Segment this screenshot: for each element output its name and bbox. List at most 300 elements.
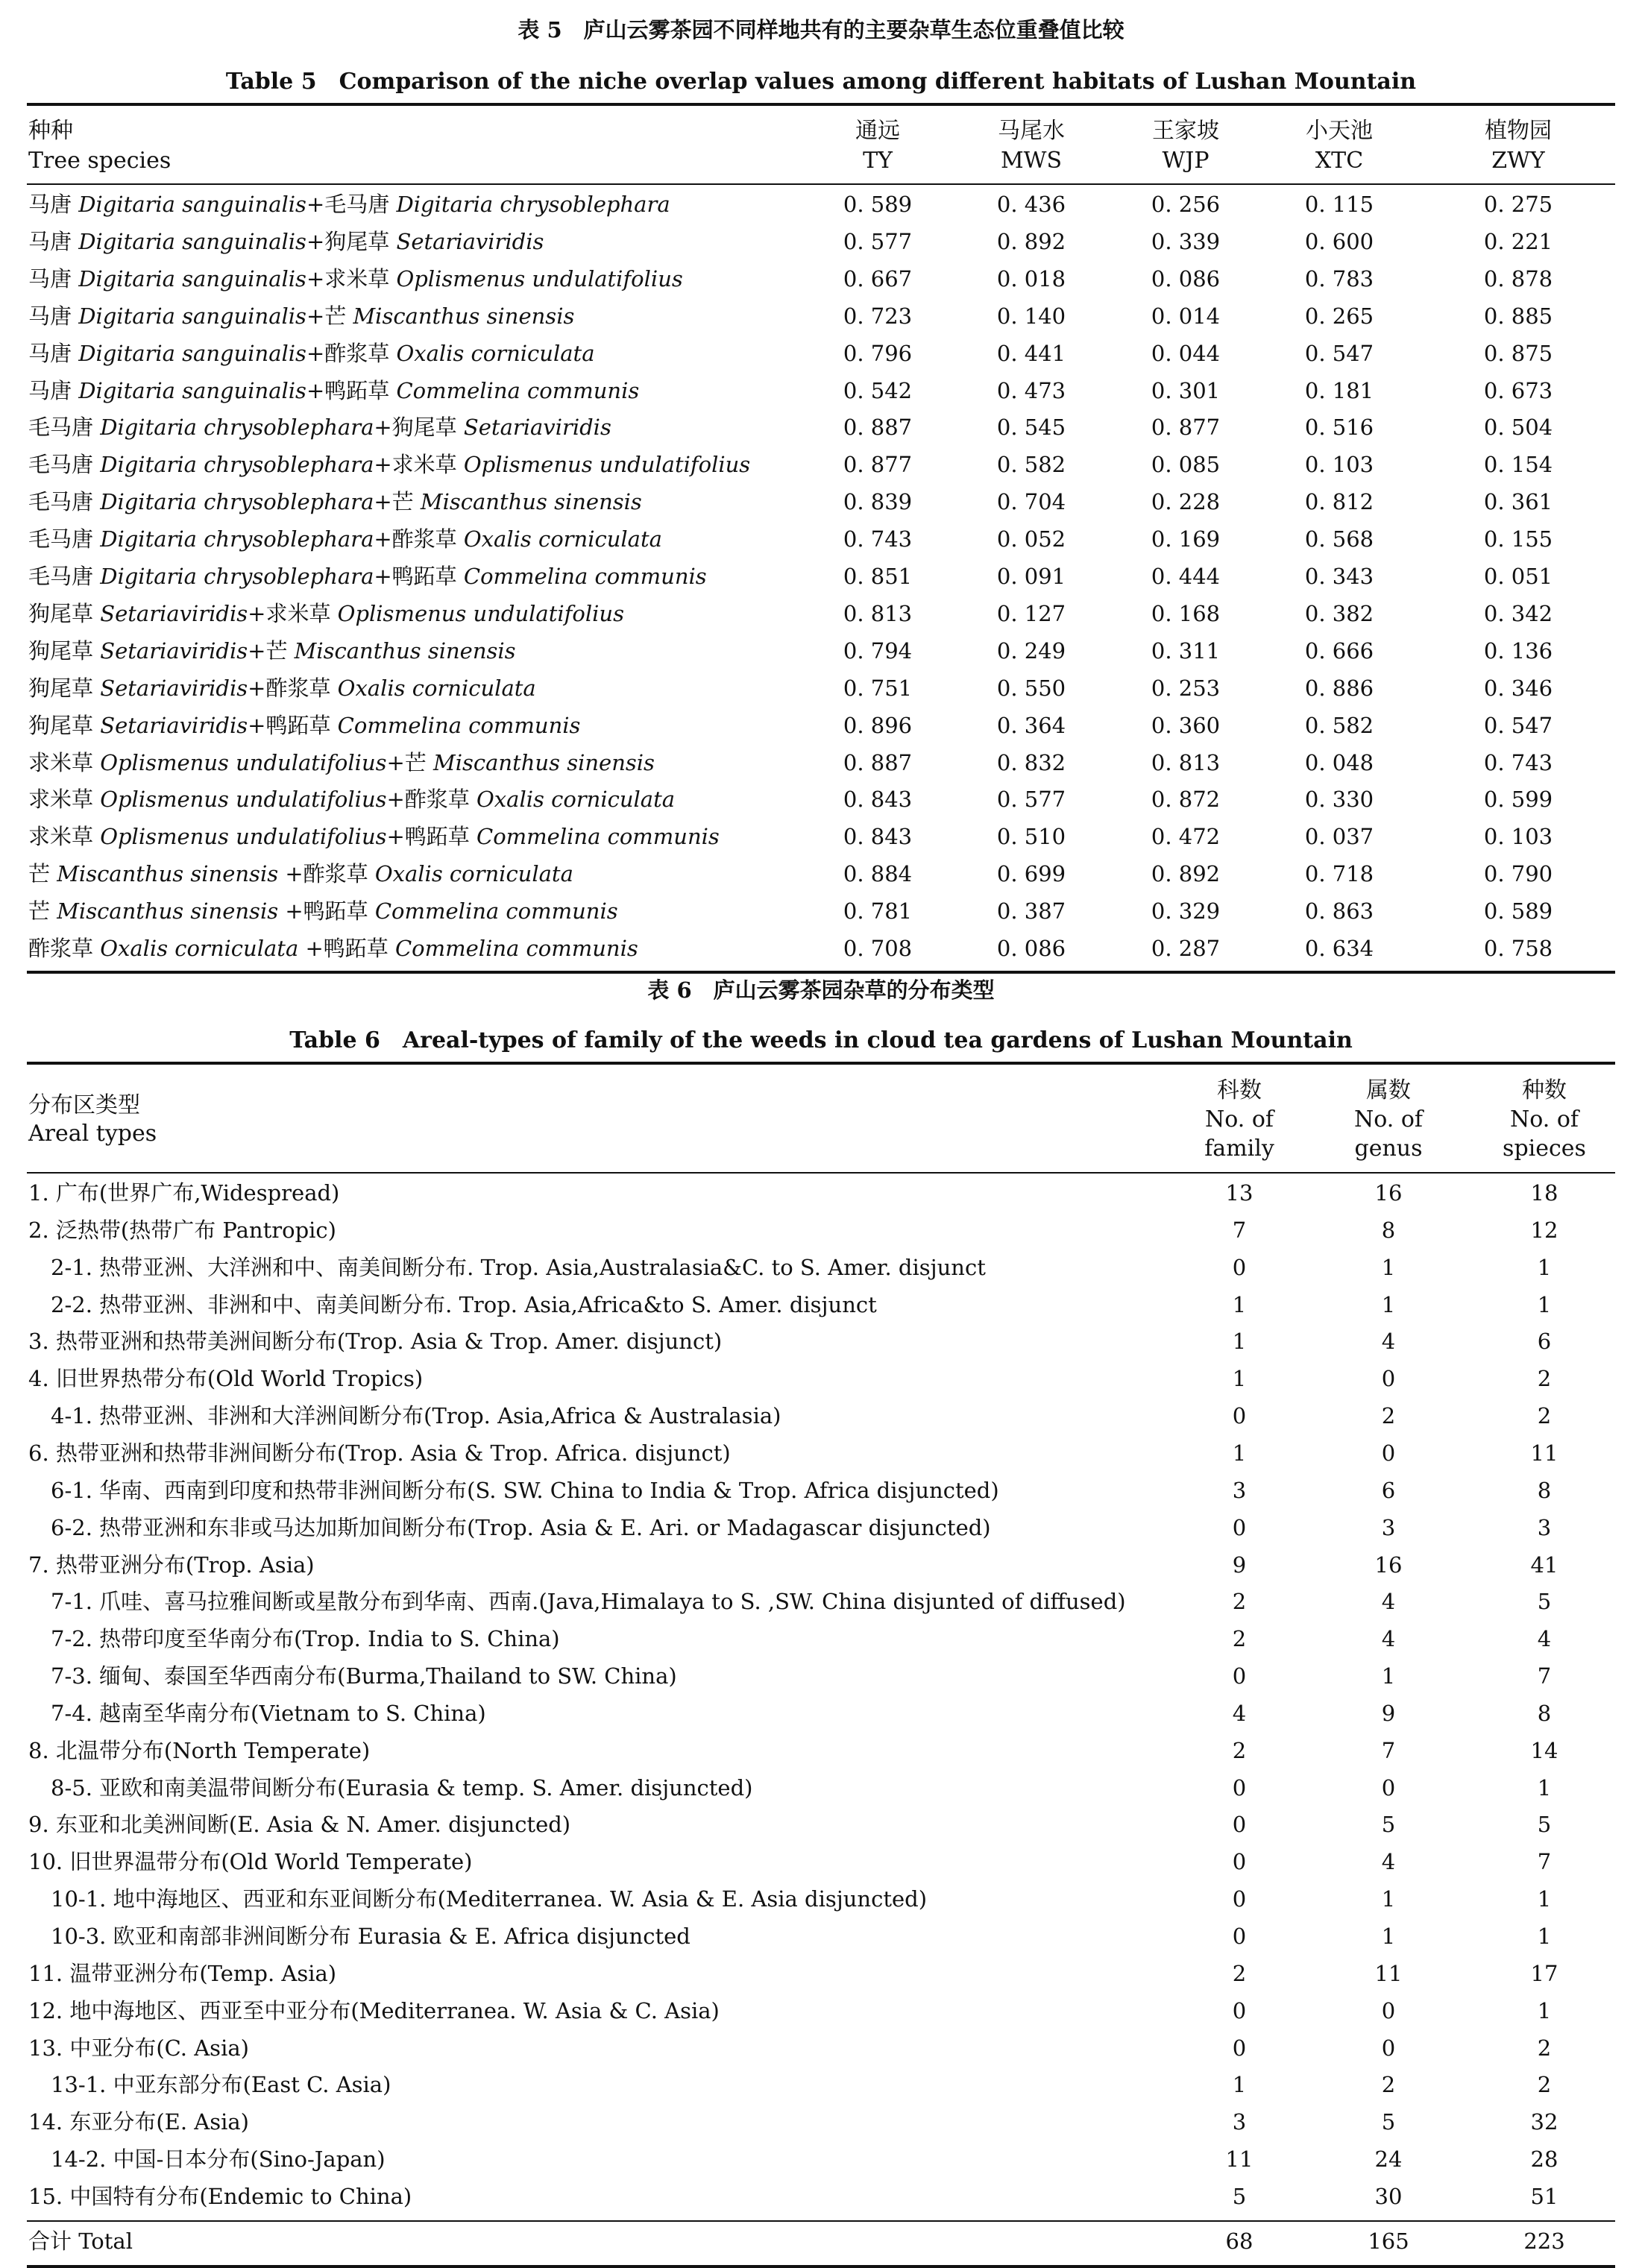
species-pair-label (28, 781, 675, 817)
areal-type-label: 4. 旧世界热带分布(Old World Tropics) (28, 1366, 424, 1391)
count-value: 14 (1530, 1738, 1558, 1763)
species-latin-name: Oplismenus undulatifolius (100, 750, 387, 775)
count-value: 4 (1537, 1626, 1552, 1651)
count-value: 5 (1232, 2184, 1247, 2209)
species-cn-name: 马唐 (28, 192, 79, 217)
table5-row (0, 224, 1642, 259)
species-latin-name: Digitaria chrysoblephara (100, 564, 374, 589)
species-pair-label (28, 373, 639, 409)
species-latin-name: Commelina communis (374, 898, 618, 924)
overlap-value: 0. 666 (1304, 638, 1374, 664)
overlap-value: 0. 136 (1483, 638, 1553, 664)
count-value: 2 (1537, 1366, 1552, 1391)
table5-header-col-mws-en: MWS (1000, 148, 1063, 174)
species-latin-name: Commelina communis (337, 713, 581, 738)
species-cn-name: +求米草 (248, 601, 338, 626)
table5-header-col-zwy-cn: 植物园 (1485, 118, 1552, 144)
count-value: 1 (1381, 1255, 1396, 1280)
areal-type-label: 11. 温带亚洲分布(Temp. Asia) (28, 1961, 337, 1986)
areal-type-label: 6. 热带亚洲和热带非洲间断分布(Trop. Asia & Trop. Africa. disjunct) (28, 1440, 731, 1466)
count-value: 9 (1381, 1701, 1396, 1726)
overlap-value: 0. 600 (1304, 229, 1374, 254)
overlap-value: 0. 510 (996, 824, 1066, 849)
species-latin-name: Oxalis corniculata (337, 675, 536, 701)
species-cn-name: 狗尾草 (28, 675, 101, 701)
table5-row (0, 558, 1642, 594)
overlap-value: 0. 168 (1151, 601, 1221, 626)
table6-row (0, 1250, 1642, 1285)
species-cn-name: 毛马唐 (28, 452, 101, 477)
table6-header-col-species-en1: No. of (1509, 1106, 1579, 1133)
total-family: 68 (1225, 2228, 1253, 2254)
count-value: 5 (1381, 2109, 1396, 2135)
areal-type-label: 10. 旧世界温带分布(Old World Temperate) (28, 1849, 473, 1874)
overlap-value: 0. 221 (1483, 229, 1553, 254)
table5-row (0, 670, 1642, 706)
species-cn-name: 狗尾草 (28, 638, 101, 664)
areal-type-label: 13. 中亚分布(C. Asia) (28, 2035, 249, 2061)
table6-header-label-cn: 分布区类型 (28, 1092, 140, 1118)
count-value: 7 (1232, 1218, 1247, 1243)
species-cn-name: +狗尾草 (306, 229, 397, 254)
count-value: 0 (1381, 1998, 1396, 2023)
total-label: 合计 Total (28, 2228, 133, 2254)
table6-bottom-rule (27, 2265, 1615, 2268)
count-value: 11 (1530, 1440, 1558, 1466)
species-cn-name: +酢浆草 (278, 861, 375, 886)
count-value: 1 (1537, 1998, 1552, 2023)
table5-row (0, 447, 1642, 482)
overlap-value: 0. 892 (996, 229, 1066, 254)
overlap-value: 0. 542 (843, 378, 913, 403)
species-latin-name: Miscanthus sinensis (57, 861, 279, 886)
count-value: 6 (1537, 1329, 1552, 1354)
overlap-value: 0. 699 (996, 861, 1066, 886)
count-value: 16 (1374, 1552, 1403, 1578)
table6-row (0, 1435, 1642, 1471)
overlap-value: 0. 884 (843, 861, 913, 886)
count-value: 1 (1232, 1292, 1247, 1317)
count-value: 2 (1537, 2072, 1552, 2097)
species-pair-label (28, 298, 574, 334)
count-value: 11 (1374, 1961, 1403, 1986)
count-value: 18 (1530, 1180, 1558, 1206)
overlap-value: 0. 875 (1483, 341, 1553, 366)
table6-row (0, 1472, 1642, 1508)
count-value: 28 (1530, 2146, 1558, 2172)
count-value: 1 (1232, 1366, 1247, 1391)
areal-type-label: 14-2. 中国-日本分布(Sino-Japan) (51, 2146, 386, 2172)
table5-title-cn: 表 5 庐山云雾茶园不同样地共有的主要杂草生态位重叠值比较 (518, 17, 1124, 42)
overlap-value: 0. 181 (1304, 378, 1374, 403)
overlap-value: 0. 723 (843, 303, 913, 329)
count-value: 8 (1537, 1478, 1552, 1503)
count-value: 7 (1537, 1849, 1552, 1874)
table6-header-col-species-en2: spieces (1503, 1135, 1586, 1162)
overlap-value: 0. 843 (843, 787, 913, 812)
count-value: 0 (1232, 1515, 1247, 1540)
table6-header-label-en: Areal types (28, 1121, 157, 1147)
table5-title-en: Table 5 Comparison of the niche overlap values among different habitats of Lushan Mountain (225, 69, 1417, 95)
species-cn-name: 毛马唐 (28, 526, 101, 552)
table6-header-col-family-en1: No. of (1204, 1106, 1274, 1133)
overlap-value: 0. 364 (996, 713, 1066, 738)
table6-row (0, 1733, 1642, 1768)
table5-row (0, 745, 1642, 781)
count-value: 13 (1225, 1180, 1253, 1206)
species-cn-name: 马唐 (28, 266, 79, 292)
species-cn-name: +鸭跖草 (306, 378, 397, 403)
species-pair-label (28, 633, 516, 669)
count-value: 17 (1530, 1961, 1558, 1986)
table5-row (0, 373, 1642, 409)
count-value: 4 (1381, 1849, 1396, 1874)
overlap-value: 0. 812 (1304, 489, 1374, 514)
count-value: 1 (1232, 1440, 1247, 1466)
species-cn-name: 芒 (28, 861, 57, 886)
species-cn-name: 狗尾草 (28, 713, 101, 738)
overlap-value: 0. 863 (1304, 898, 1374, 924)
overlap-value: 0. 790 (1483, 861, 1553, 886)
overlap-value: 0. 329 (1151, 898, 1221, 924)
table6-row (0, 1547, 1642, 1583)
overlap-value: 0. 851 (843, 564, 913, 589)
overlap-value: 0. 287 (1151, 936, 1221, 961)
count-value: 1 (1537, 1292, 1552, 1317)
overlap-value: 0. 839 (843, 489, 913, 514)
species-cn-name: +酢浆草 (306, 341, 397, 366)
species-latin-name: Commelina communis (396, 378, 640, 403)
overlap-value: 0. 545 (996, 415, 1066, 440)
count-value: 7 (1381, 1738, 1396, 1763)
count-value: 3 (1232, 2109, 1247, 2135)
overlap-value: 0. 311 (1151, 638, 1221, 664)
overlap-value: 0. 877 (843, 452, 913, 477)
species-cn-name: +鸭跖草 (386, 824, 477, 849)
overlap-value: 0. 339 (1151, 229, 1221, 254)
table6-row (0, 1844, 1642, 1880)
table6-row (0, 1175, 1642, 1211)
overlap-value: 0. 086 (996, 936, 1066, 961)
species-cn-name: +酢浆草 (374, 526, 464, 552)
count-value: 8 (1537, 1701, 1552, 1726)
count-value: 0 (1381, 1366, 1396, 1391)
count-value: 0 (1381, 1775, 1396, 1801)
table6-header-rule (27, 1172, 1615, 1174)
overlap-value: 0. 783 (1304, 266, 1374, 292)
species-cn-name: +求米草 (306, 266, 397, 292)
count-value: 5 (1537, 1589, 1552, 1614)
count-value: 11 (1225, 2146, 1253, 2172)
table6-header-col-genus-en1: No. of (1353, 1106, 1424, 1133)
overlap-value: 0. 582 (996, 452, 1066, 477)
overlap-value: 0. 091 (996, 564, 1066, 589)
table6-row (0, 2179, 1642, 2214)
count-value: 3 (1381, 1515, 1396, 1540)
table5-header-col-xtc-en: XTC (1315, 148, 1364, 174)
species-pair-label (28, 745, 655, 781)
overlap-value: 0. 887 (843, 750, 913, 775)
species-cn-name: 毛马唐 (28, 415, 101, 440)
species-latin-name: Digitaria chrysoblephara (100, 489, 374, 514)
species-latin-name: Digitaria sanguinalis (78, 303, 306, 329)
areal-type-label: 14. 东亚分布(E. Asia) (28, 2109, 249, 2135)
overlap-value: 0. 577 (843, 229, 913, 254)
table5-header-col-zwy-en: ZWY (1491, 148, 1545, 174)
overlap-value: 0. 275 (1483, 192, 1553, 217)
overlap-value: 0. 568 (1304, 526, 1374, 552)
table6-title-cn: 表 6 庐山云雾茶园杂草的分布类型 (647, 977, 995, 1003)
overlap-value: 0. 704 (996, 489, 1066, 514)
count-value: 0 (1232, 1812, 1247, 1837)
table6-row (0, 1287, 1642, 1323)
species-latin-name: Setariaviridis (100, 713, 248, 738)
species-pair-label (28, 521, 662, 557)
table6-row (0, 1956, 1642, 1991)
species-cn-name: 狗尾草 (28, 601, 101, 626)
table6-header-col-genus-en2: genus (1354, 1135, 1423, 1162)
species-cn-name: 毛马唐 (28, 564, 101, 589)
species-latin-name: Setariaviridis (463, 415, 611, 440)
species-latin-name: Oplismenus undulatifolius (396, 266, 683, 292)
overlap-value: 0. 577 (996, 787, 1066, 812)
table6-row (0, 1361, 1642, 1396)
overlap-value: 0. 044 (1151, 341, 1221, 366)
count-value: 0 (1232, 1775, 1247, 1801)
species-latin-name: Setariaviridis (396, 229, 544, 254)
species-latin-name: Setariaviridis (100, 675, 248, 701)
table5-row (0, 484, 1642, 520)
areal-type-label: 8. 北温带分布(North Temperate) (28, 1738, 371, 1763)
species-pair-label (28, 336, 594, 371)
overlap-value: 0. 253 (1151, 675, 1221, 701)
areal-type-label: 3. 热带亚洲和热带美洲间断分布(Trop. Asia & Trop. Amer. disjunct) (28, 1329, 723, 1354)
species-latin-name: Digitaria sanguinalis (78, 341, 306, 366)
species-cn-name: +鸭跖草 (248, 713, 338, 738)
count-value: 0 (1381, 1440, 1396, 1466)
overlap-value: 0. 589 (843, 192, 913, 217)
count-value: 1 (1537, 1886, 1552, 1912)
overlap-value: 0. 504 (1483, 415, 1553, 440)
species-cn-name: 求米草 (28, 824, 101, 849)
count-value: 51 (1530, 2184, 1558, 2209)
species-cn-name: +酢浆草 (386, 787, 477, 812)
species-latin-name: Oplismenus undulatifolius (100, 824, 387, 849)
table6-header-col-family-cn: 科数 (1217, 1077, 1262, 1103)
overlap-value: 0. 361 (1483, 489, 1553, 514)
areal-type-label: 7-2. 热带印度至华南分布(Trop. India to S. China) (51, 1626, 560, 1651)
overlap-value: 0. 896 (843, 713, 913, 738)
overlap-value: 0. 813 (1151, 750, 1221, 775)
overlap-value: 0. 154 (1483, 452, 1553, 477)
count-value: 3 (1537, 1515, 1552, 1540)
count-value: 1 (1537, 1255, 1552, 1280)
count-value: 4 (1232, 1701, 1247, 1726)
count-value: 4 (1381, 1329, 1396, 1354)
table5-row (0, 633, 1642, 669)
count-value: 32 (1530, 2109, 1558, 2135)
overlap-value: 0. 473 (996, 378, 1066, 403)
overlap-value: 0. 343 (1304, 564, 1374, 589)
overlap-value: 0. 085 (1151, 452, 1221, 477)
overlap-value: 0. 037 (1304, 824, 1374, 849)
species-latin-name: Oxalis corniculata (100, 936, 299, 961)
species-cn-name: +求米草 (374, 452, 464, 477)
species-pair-label (28, 893, 618, 929)
overlap-value: 0. 436 (996, 192, 1066, 217)
table5-row (0, 781, 1642, 817)
species-latin-name: Miscanthus sinensis (57, 898, 279, 924)
species-latin-name: Commelina communis (463, 564, 707, 589)
areal-type-label: 7. 热带亚洲分布(Trop. Asia) (28, 1552, 315, 1578)
table5-header-col-wjp-en: WJP (1162, 148, 1210, 174)
total-species: 223 (1523, 2228, 1565, 2254)
overlap-value: 0. 127 (996, 601, 1066, 626)
overlap-value: 0. 547 (1304, 341, 1374, 366)
species-pair-label (28, 484, 642, 520)
table5-row (0, 298, 1642, 334)
overlap-value: 0. 550 (996, 675, 1066, 701)
table6-row (0, 1323, 1642, 1359)
count-value: 12 (1530, 1218, 1558, 1243)
table6-row (0, 1658, 1642, 1694)
table5-row (0, 521, 1642, 557)
table6-row (0, 2067, 1642, 2102)
table6-header-col-genus-cn: 属数 (1366, 1077, 1411, 1103)
species-latin-name: Digitaria sanguinalis (78, 192, 306, 217)
species-latin-name: Digitaria sanguinalis (78, 266, 306, 292)
count-value: 1 (1381, 1924, 1396, 1949)
table5-row (0, 708, 1642, 743)
table6-row (0, 1993, 1642, 2029)
species-cn-name: +芒 (248, 638, 295, 664)
count-value: 2 (1232, 1626, 1247, 1651)
overlap-value: 0. 708 (843, 936, 913, 961)
overlap-value: 0. 872 (1151, 787, 1221, 812)
species-pair-label (28, 447, 750, 482)
areal-type-label: 2-1. 热带亚洲、大洋洲和中、南美间断分布. Trop. Asia,Australasia&C. to S. Amer. disjunct (51, 1255, 986, 1280)
species-pair-label (28, 856, 573, 892)
table5-header-col-ty-en: TY (863, 148, 893, 174)
species-cn-name: +毛马唐 (306, 192, 397, 217)
overlap-value: 0. 472 (1151, 824, 1221, 849)
overlap-value: 0. 718 (1304, 861, 1374, 886)
overlap-value: 0. 115 (1304, 192, 1374, 217)
count-value: 9 (1232, 1552, 1247, 1578)
count-value: 3 (1232, 1478, 1247, 1503)
species-latin-name: Digitaria chrysoblephara (100, 415, 374, 440)
count-value: 1 (1232, 2072, 1247, 2097)
species-latin-name: Digitaria chrysoblephara (100, 526, 374, 552)
count-value: 7 (1537, 1663, 1552, 1689)
species-latin-name: Oxalis corniculata (374, 861, 573, 886)
overlap-value: 0. 155 (1483, 526, 1553, 552)
table5-row (0, 261, 1642, 297)
species-latin-name: Oxalis corniculata (396, 341, 595, 366)
table5-header-label-en: Tree species (28, 148, 172, 174)
overlap-value: 0. 634 (1304, 936, 1374, 961)
species-pair-label (28, 670, 536, 706)
species-pair-label (28, 224, 544, 259)
table6-row (0, 1806, 1642, 1842)
areal-type-label: 15. 中国特有分布(Endemic to China) (28, 2184, 412, 2209)
count-value: 1 (1381, 1663, 1396, 1689)
table5-row (0, 186, 1642, 222)
overlap-value: 0. 582 (1304, 713, 1374, 738)
areal-type-label: 1. 广布(世界广布,Widespread) (28, 1180, 340, 1206)
count-value: 0 (1232, 1255, 1247, 1280)
species-cn-name: +鸭跖草 (278, 898, 375, 924)
table6-row (0, 1918, 1642, 1954)
overlap-value: 0. 516 (1304, 415, 1374, 440)
count-value: 1 (1381, 1886, 1396, 1912)
table6-row (0, 2141, 1642, 2177)
table6-row (0, 1621, 1642, 1657)
overlap-value: 0. 758 (1483, 936, 1553, 961)
overlap-value: 0. 743 (1483, 750, 1553, 775)
species-latin-name: Oplismenus undulatifolius (100, 787, 387, 812)
areal-type-label: 13-1. 中亚东部分布(East C. Asia) (51, 2072, 391, 2097)
table6-row (0, 2030, 1642, 2066)
table5-header-rule (27, 183, 1615, 185)
overlap-value: 0. 228 (1151, 489, 1221, 514)
overlap-value: 0. 878 (1483, 266, 1553, 292)
table6-row (0, 1881, 1642, 1917)
count-value: 5 (1537, 1812, 1552, 1837)
overlap-value: 0. 346 (1483, 675, 1553, 701)
overlap-value: 0. 140 (996, 303, 1066, 329)
overlap-value: 0. 249 (996, 638, 1066, 664)
overlap-value: 0. 599 (1483, 787, 1553, 812)
table6-row (0, 1510, 1642, 1546)
overlap-value: 0. 086 (1151, 266, 1221, 292)
table6-header-col-species-cn: 种数 (1522, 1077, 1567, 1103)
overlap-value: 0. 382 (1304, 601, 1374, 626)
areal-type-label: 9. 东亚和北美洲间断(E. Asia & N. Amer. disjuncted) (28, 1812, 571, 1837)
count-value: 4 (1381, 1626, 1396, 1651)
overlap-value: 0. 103 (1304, 452, 1374, 477)
table5-header-col-mws-cn: 马尾水 (998, 118, 1065, 144)
species-latin-name: Setariaviridis (100, 638, 248, 664)
count-value: 1 (1537, 1775, 1552, 1801)
species-pair-label (28, 186, 670, 222)
species-latin-name: Miscanthus sinensis (294, 638, 516, 664)
table6-row (0, 1212, 1642, 1248)
species-pair-label (28, 596, 624, 631)
overlap-value: 0. 051 (1483, 564, 1553, 589)
species-cn-name: 马唐 (28, 341, 79, 366)
species-latin-name: Commelina communis (394, 936, 638, 961)
areal-type-label: 2-2. 热带亚洲、非洲和中、南美间断分布. Trop. Asia,Africa&to S. Amer. disjunct (51, 1292, 877, 1317)
count-value: 2 (1232, 1961, 1247, 1986)
count-value: 4 (1381, 1589, 1396, 1614)
overlap-value: 0. 387 (996, 898, 1066, 924)
areal-type-label: 6-1. 华南、西南到印度和热带非洲间断分布(S. SW. China to India & Trop. Africa disjuncted) (51, 1478, 999, 1503)
overlap-value: 0. 885 (1483, 303, 1553, 329)
species-cn-name: +酢浆草 (248, 675, 338, 701)
overlap-value: 0. 887 (843, 415, 913, 440)
table5-header-col-ty-cn: 通远 (855, 118, 900, 144)
areal-type-label: 8-5. 亚欧和南美温带间断分布(Eurasia & temp. S. Amer. disjuncted) (51, 1775, 753, 1801)
table6-row (0, 1770, 1642, 1806)
areal-type-label: 2. 泛热带(热带广布 Pantropic) (28, 1218, 336, 1243)
overlap-value: 0. 169 (1151, 526, 1221, 552)
table6-top-rule (27, 1062, 1615, 1065)
overlap-value: 0. 673 (1483, 378, 1553, 403)
species-latin-name: Setariaviridis (100, 601, 248, 626)
table5-header-label-cn: 种种 (28, 118, 73, 144)
areal-type-label: 10-3. 欧亚和南部非洲间断分布 Eurasia & E. Africa disjuncted (51, 1924, 691, 1949)
